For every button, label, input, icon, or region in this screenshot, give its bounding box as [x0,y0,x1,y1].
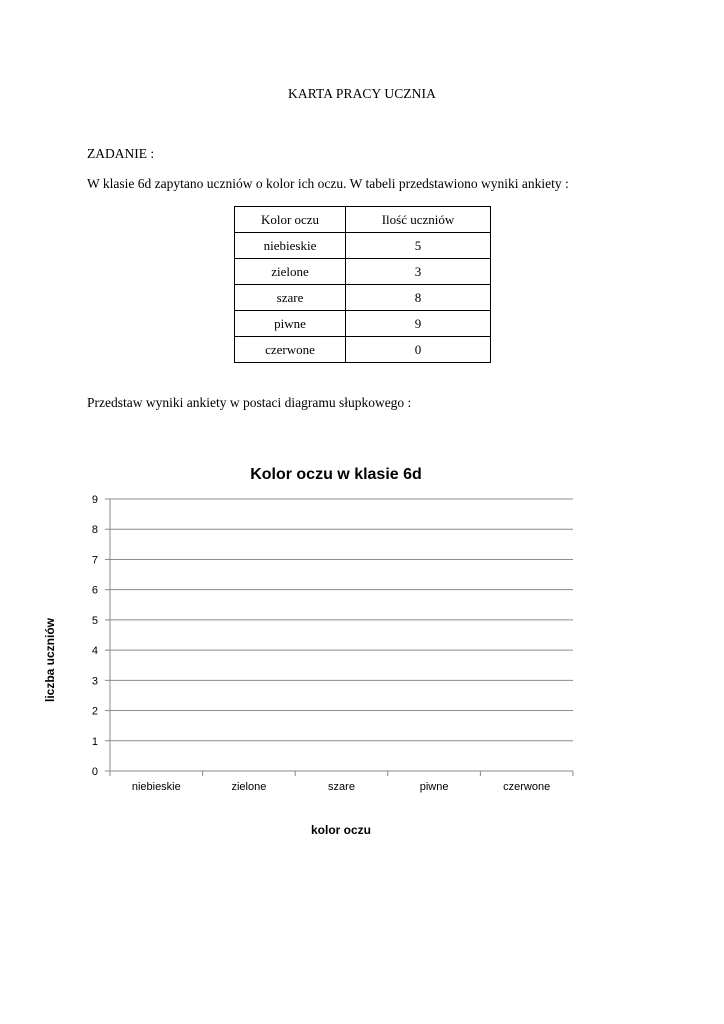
chart-title: Kolor oczu w klasie 6d [250,466,422,483]
y-tick-label: 4 [91,645,98,658]
chart-y-axis-label: liczba uczniów [43,617,57,703]
table-cell-count: 0 [346,337,491,363]
y-tick-label: 9 [91,494,98,506]
y-tick-label: 5 [91,614,98,627]
y-tick-label: 2 [91,705,98,718]
intro-text: W klasie 6d zapytano uczniów o kolor ich oczu. W tabeli przedstawiono wyniki ankiety : [87,176,569,191]
x-tick-label: piwne [419,781,449,793]
table-cell-count: 8 [346,285,491,311]
x-tick-label: zielone [231,781,267,793]
y-tick-label: 8 [91,524,98,537]
task-label: ZADANIE : [87,146,155,161]
table-cell-color: piwne [235,311,346,337]
y-tick-label: 3 [91,675,98,688]
y-tick-label: 6 [91,584,98,597]
table-cell-color: zielone [235,259,346,285]
table-cell-color: czerwone [235,337,346,363]
column-header-eye-color: Kolor oczu [235,207,346,233]
table-cell-color: niebieskie [235,233,346,259]
y-tick-label: 1 [91,735,98,748]
chart-y-ticks [92,494,110,778]
x-tick-label: czerwone [503,781,551,793]
x-tick-label: szare [328,781,355,793]
table-cell-count: 3 [346,259,491,285]
page-title: KARTA PRACY UCZNIA [288,86,436,101]
x-tick-label: niebieskie [131,781,181,793]
table-cell-count: 9 [346,311,491,337]
table-cell-color: szare [235,285,346,311]
table-cell-count: 5 [346,233,491,259]
chart-x-axis-label: kolor oczu [310,823,372,837]
chart-x-ticks [110,771,573,793]
y-tick-label: 0 [91,766,98,778]
y-tick-label: 7 [91,554,98,567]
instruction-text: Przedstaw wyniki ankiety w postaci diagramu słupkowego : [87,395,412,410]
chart-gridlines [110,499,573,741]
column-header-student-count: Ilość uczniów [346,207,491,233]
